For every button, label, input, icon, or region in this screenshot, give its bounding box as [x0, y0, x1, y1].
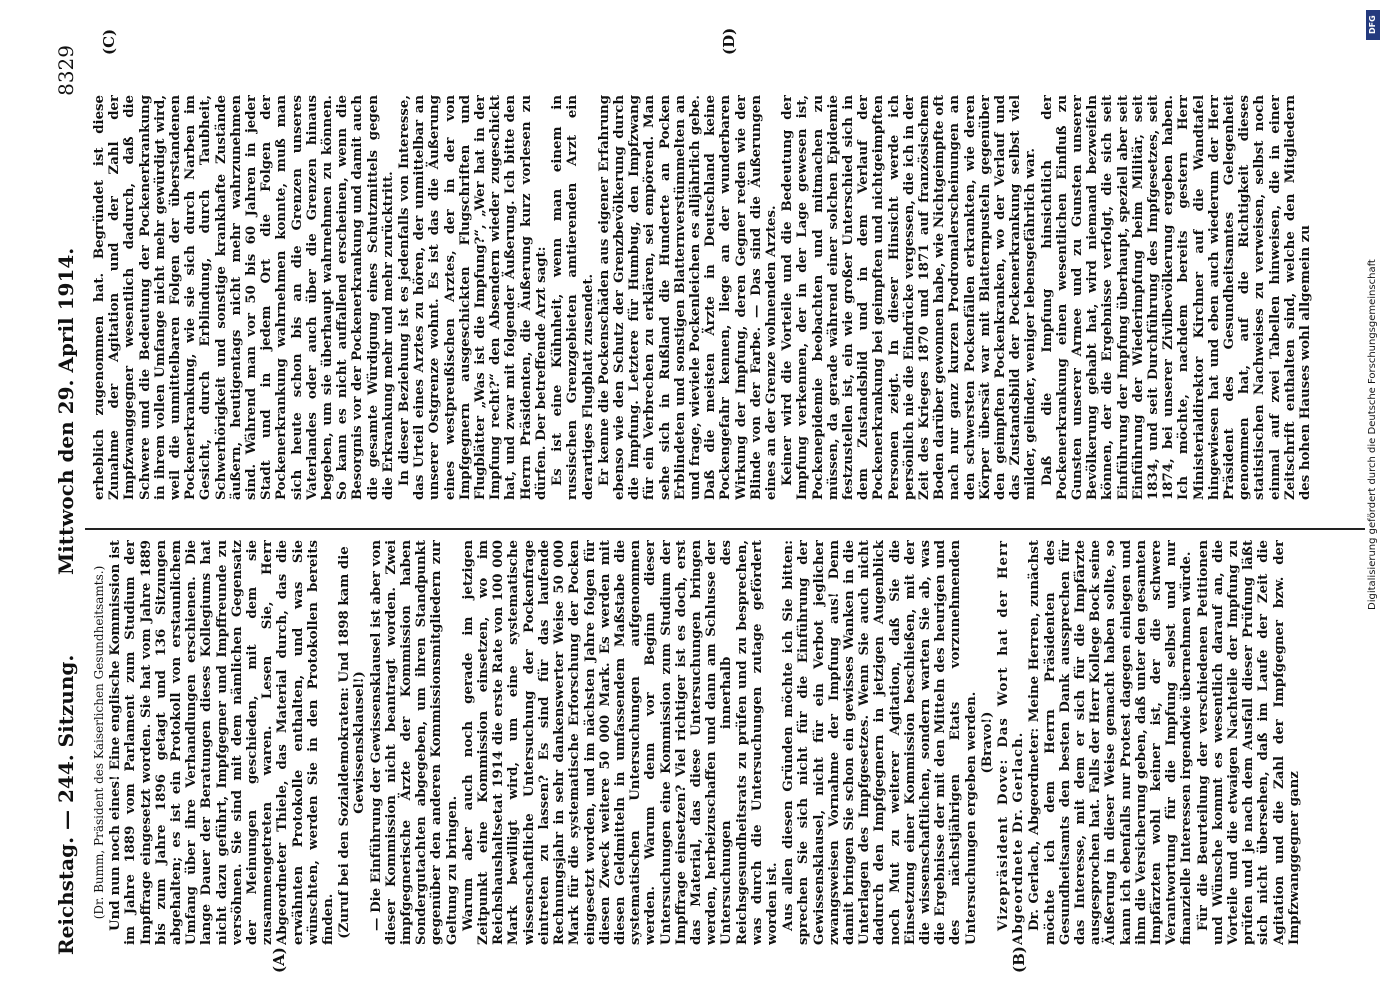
page-number: 8329 — [54, 45, 78, 96]
applause-note: (Bravo!) — [979, 711, 995, 774]
dfg-logo: DFG — [1366, 10, 1380, 40]
paragraph: Aus allen diesen Gründen möchte ich Sie bitten: sprechen Sie sich nicht für die Einführung der Gewissensklausel, nicht für ein Verbot jeglicher zwangsweisen Vornahme der Impfung aus! Denn damit bringen Sie schon ein gewisses Wanken in die Unterlagen des Impfgesetzes. Wenn Sie auch nicht dadurch den Impfgegnern in jetzigen Augenblick noch Mut zu weiterer Agitation, daß Sie die Einsetzung einer Kommission beschließen, mit der die wissenschaftlichen, sondern warten Sie ab, was die Ergebnisse der mit den Mitteln des heurigen und des nächstjährigen Etats vorzunehmenden Untersuchungen ergeben werden. — [781, 540, 979, 945]
paragraph: Und nun noch eines! Eine englische Kommission ist im Jahre 1889 vom Parlament zum Studium der Impffrage eingesetzt worden. Sie hat vom Jahre 1889 bis zum Jahre 1896 getagt und 136 Sitzungen abgehalten; es ist ein Protokoll von erstaunlichem Umfang über ihre Verhandlungen erschienen. Die lange Dauer der Beratungen dieses Kollegiums hat nicht dazu geführt, Impfgegner und Impffreunde zu versöhnen. Sie sind mit dem nämlichen Gegensatz der Meinungen geschieden, mit dem sie zusammengetreten waren. Lesen Sie, Herr Abgeordneter Thiele, das Material durch, das die erwähnten Protokolle enthalten, und was Sie wünschten, werden Sie in den Protokollen bereits finden. — [108, 540, 337, 945]
header-date: Mittwoch den 29. April 1914. — [54, 247, 78, 575]
margin-marker-a: (A) — [270, 947, 288, 973]
paragraph: Dr. Gerlach, Abgeordneter: Meine Herren, zunächst möchte ich dem Herrn Präsidenten des Gesundheitsamts den besten Dank aussprechen für das Interesse, mit dem er sich für die Impfärzte ausgesprochen hat. Falls der Herr Kollege Bock seine Äußerung in dieser Weise gemacht haben sollte, so kann ich ebenfalls nur Protest dagegen einlegen und ihm die Versicherung geben, daß unter den gesamten Impfärzten wohl keiner ist, der die schwere Verantwortung für die Impfung selbst und nur finanzielle Interessen irgendwie übernehmen würde. — [1027, 540, 1195, 945]
margin-marker-c: (C) — [100, 28, 118, 55]
paragraph: Keiner wird die Vorteile und die Bedeutung der Impfung verkennen, der in der Lage gewesen ist, Pockenepidemie beobachten und mitmachen zu müssen, da gerade während einer solchen Epidemie festzustellen ist, ein wie großer Unterschied sich in dem Zustandsbild und in dem Verlauf der Pockenerkrankung bei geimpften und nichtgeimpften Personen zeigt. In dieser Hinsicht werde ich persönlich nie die Eindrücke vergessen, die ich in der Zeit des Krieges 1870 und 1871 auf französischem Boden darüber gewonnen habe, wie Nichtgeimpfte oft nach nur ganz kurzen Prodromalerscheinungen an den schwersten Pockenfällen erkrankten, wie deren Körper übersät war mit Blatternpusteln gegenüber den geimpften Pockenkranken, wo der Verlauf und das Zustandsbild der Pockenerkrankung selbst viel milder, gelinder, weniger lebensgefährlich war. — [780, 95, 1039, 500]
paragraph: — Die Einführung der Gewissensklausel ist aber von dieser Kommission nicht beantragt worden. Zwei impfgegnerische Ärzte der Kommission haben Sondergutachten abgegeben, um ihren Standpunkt gegenüber den anderen Kommissionsmitgliedern zur Geltung zu bringen. — [368, 540, 460, 945]
page-header — [50, 45, 90, 955]
dfg-sidebar — [1364, 10, 1382, 990]
left-text-column — [92, 540, 1352, 945]
paragraph: Warum aber auch noch gerade im jetzigen Zeitpunkt eine Kommission einsetzen, wo im Reichshaushaltsetat 1914 die erste Rate von 100 000 Mark bewilligt wird, um eine systematische wissenschaftliche Untersuchung der Pockenfrage eintreten zu lassen? Es sind für das laufende Rechnungsjahr in sehr dankenswerter Weise 50 000 Mark für die systematische Erforschung der Pocken eingesetzt worden, und im nächsten Jahre folgen für diesen Zweck weitere 50 000 Mark. Es werden mit diesen Geldmitteln in umfassendem Maßstabe die systematischen Untersuchungen aufgenommen werden. Warum denn vor Beginn dieser Untersuchungen eine Kommission zum Studium der Impffrage einsetzen? Viel richtiger ist es doch, erst das Material, das diese Untersuchungen bringen werden, herbeizuschaffen und dann am Schlusse der Untersuchungen innerhalb des Reichsgesundheitsrats zu prüfen und zu besprechen, was durch die Untersuchungen zutage gefördert worden ist. — [460, 540, 780, 945]
speaker-heading: Vizepräsident Dove: Das Wort hat der Herr Abgeordnete Dr. Gerlach. — [995, 540, 1027, 945]
right-text-column — [92, 95, 1352, 500]
speaker-continuation: (Dr. Bumm, Präsident des Kaiserlichen Gesundheitsamts.) — [92, 565, 106, 920]
rotated-document-page — [30, 15, 1360, 985]
paragraph: In dieser Beziehung ist es jedenfalls von Interesse, das Urteil eines Arztes zu hören, der unmittelbar an unserer Ostgrenze wohnt. Es ist das die Äußerung eines westpreußischen Arztes, der in der von Impfgegnern ausgeschickten Flugschriften und Flugblätter „Was ist die Impfung?“, „Wer hat in der Impfung recht?“ den Absendern wieder zugeschickt hat, und zwar mit folgender Äußerung. Ich bitte den Herrn Präsidenten, die Äußerung kurz vorlesen zu dürfen. Der betreffende Arzt sagt: — [397, 95, 549, 500]
header-session: Reichstag. — 244. Sitzung. — [54, 654, 78, 955]
paragraph: Er kenne die Pockenschäden aus eigener Erfahrung ebenso wie den Schutz der Grenzbevölkerung durch die Impfung. Letztere für Humbug, den Impfzwang für ein Verbrechen zu erklären, sei empörend. Man sehe sich in Rußland die Hunderte an Pocken Erblindeten und sonstigen Blatternverstümmelten an und frage, wieviele Pockenleichen es alljährlich gebe. Daß die meisten Ärzte in Deutschland keine Pockengefahr kennen, liege an der wunderbaren Wirkung der Impfung, deren Gegner reden wie der Blinde von der Farbe. — Das sind die Äußerungen eines an der Grenze wohnenden Arztes. — [596, 95, 779, 500]
paragraph: Für die Beurteilung der verschiedenen Petitionen und Wünsche kommt es wesentlich darauf an, die Vorteile und die etwaigen Nachteile der Impfung zu prüfen und je nach dem Ausfall dieser Prüfung läßt sich nicht übersehen, daß im Laufe der Zeit die Agitation und die Zahl der Impfgegner bzw. der Impfzwanggegner ganz — [1195, 540, 1302, 945]
quotation: Es ist eine Kühnheit, wenn man einem in russischen Grenzgebieten amtierenden Arzt ein derartiges Flugblatt zusendet. — [550, 95, 596, 500]
margin-marker-b: (B) — [1010, 946, 1028, 973]
funding-note: Digitalisierung gefördert durch die Deutsche Forschungsgemeinschaft — [1367, 259, 1378, 610]
paragraph: Daß die Impfung hinsichtlich der Pockenerkrankung einen wesentlichen Einfluß zu Gunsten unserer Armee und zu Gunsten unserer Bevölkerung gehabt hat, wird niemand bezweifeln können, der die Ergebnisse verfolgt, die sich seit Einführung der Impfung überhaupt, speziell aber seit Einführung der Wiederimpfung beim Militär, seit 1834, und seit Durchführung des Impfgesetzes, seit 1874, bei unserer Zivilbevölkerung ergeben haben. Ich möchte, nachdem bereits gestern Herr Ministerialdirektor Kirchner auf die Wandtafel hingewiesen hat und eben auch wiederum der Herr Präsident des Gesundheitsamtes Gelegenheit genommen hat, auf die Richtigkeit dieses statistischen Nachweises zu verweisen, selbst noch einmal auf zwei Tabellen hinweisen, die in einer Zeitschrift enthalten sind, welche den Mitgliedern des hohen Hauses wohl allgemein zu — [1039, 95, 1314, 500]
paragraph: erheblich zugenommen hat. Begründet ist diese Zunahme der Agitation und der Zahl der Impfzwanggegner wesentlich dadurch, daß die Schwere und die Bedeutung der Pockenerkrankung in ihrem vollen Umfange nicht mehr gewürdigt wird, weil die unmittelbaren Folgen der überstandenen Pockenerkrankung, wie sie sich durch Narben im Gesicht, durch Erblindung, durch Taubheit, Schwerhörigkeit und sonstige krankhafte Zustände äußern, heutigentags nicht mehr wahrzunehmen sind. Während man vor 50 bis 60 Jahren in jeder Stadt und in jedem Ort die Folgen der Pockenerkrankung wahrnehmen konnte, muß man sich heute schon bis an die Grenzen unseres Vaterlandes oder auch über die Grenzen hinaus begeben, um sie überhaupt wahrnehmen zu können. So kann es nicht auffallend erscheinen, wenn die Besorgnis vor der Pockenerkrankung und damit auch die gesamte Würdigung eines Schutzmittels gegen die Erkrankung mehr und mehr zurücktritt. — [92, 95, 396, 500]
interjection: (Zuruf bei den Sozialdemokraten: Und 1898 kam die Gewissensklausel!) — [337, 546, 368, 939]
margin-marker-d: (D) — [720, 27, 738, 55]
column-divider — [85, 528, 1365, 530]
